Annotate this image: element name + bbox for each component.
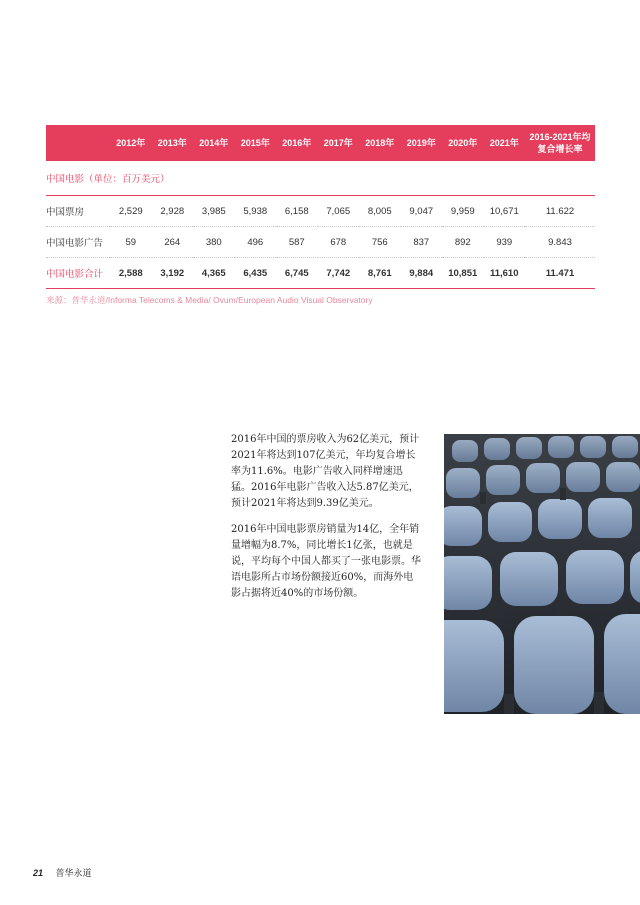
paragraph: 2016年中国的票房收入为62亿美元，预计2021年将达到107亿美元，年均复合增长率为11.6%。电影广告收入同样增速迅猛。2016年电影广告收入达5.87亿美元，预计2021年将达到9.39亿美元。 (231, 434, 420, 509)
cinema-seats-illustration (444, 434, 640, 714)
table-cell: 496 (235, 227, 277, 258)
data-table-container (46, 125, 595, 289)
header-cell: 2021年 (484, 125, 526, 161)
header-cell: 2020年 (442, 125, 484, 161)
cagr-header-line2: 复合增长率 (537, 144, 583, 154)
body-text (231, 432, 421, 612)
page-footer (33, 866, 92, 879)
header-cell-cagr (525, 125, 595, 161)
header-cell: 2012年 (110, 125, 152, 161)
table-cell: 59 (110, 227, 152, 258)
table-cell-cagr: 11.471 (525, 258, 595, 289)
table-cell: 939 (484, 227, 526, 258)
row-label: 中国电影合计 (46, 258, 110, 289)
table-cell-cagr: 9.843 (525, 227, 595, 258)
table-cell: 587 (276, 227, 318, 258)
table-cell: 2,928 (152, 196, 194, 227)
source-note: 来源：普华永道/Informa Telecoms & Media/ Ovum/European Audio Visual Observatory (46, 295, 373, 305)
table-cell: 10,671 (484, 196, 526, 227)
header-cell: 2013年 (152, 125, 194, 161)
cagr-header-line1: 2016-2021年均 (529, 132, 591, 142)
table-cell: 6,745 (276, 258, 318, 289)
row-label: 中国电影广告 (46, 227, 110, 258)
table-cell: 8,761 (359, 258, 401, 289)
table-cell: 6,158 (276, 196, 318, 227)
table-cell: 10,851 (442, 258, 484, 289)
table-cell: 4,365 (193, 258, 235, 289)
table-cell: 8,005 (359, 196, 401, 227)
table-cell: 3,192 (152, 258, 194, 289)
section-row (46, 161, 595, 196)
table-row (46, 227, 595, 258)
table-cell: 7,065 (318, 196, 360, 227)
header-cell: 2018年 (359, 125, 401, 161)
table-header-row (46, 125, 595, 161)
header-cell: 2017年 (318, 125, 360, 161)
data-table (46, 125, 595, 289)
table-cell: 9,959 (442, 196, 484, 227)
paragraph: 2016年中国电影票房销量为14亿，全年销量增幅为8.7%，同比增长1亿张，也就是说，平均每个中国人都买了一张电影票。华语电影所占市场份额接近60%，而海外电影占据将近40%的市场份额。 (231, 524, 421, 599)
table-cell-cagr: 11.622 (525, 196, 595, 227)
table-cell: 7,742 (318, 258, 360, 289)
table-cell: 9,047 (401, 196, 443, 227)
table-cell: 756 (359, 227, 401, 258)
row-label: 中国票房 (46, 196, 110, 227)
cinema-seats-photo (444, 434, 640, 714)
footer-brand: 普华永道 (55, 868, 92, 878)
section-title: 中国电影（单位：百万美元） (46, 161, 595, 196)
table-cell: 11,610 (484, 258, 526, 289)
header-cell (46, 125, 110, 161)
table-cell: 9,884 (401, 258, 443, 289)
header-cell: 2016年 (276, 125, 318, 161)
header-cell: 2014年 (193, 125, 235, 161)
table-cell: 380 (193, 227, 235, 258)
table-cell: 2,588 (110, 258, 152, 289)
table-cell: 264 (152, 227, 194, 258)
table-cell: 6,435 (235, 258, 277, 289)
table-cell: 678 (318, 227, 360, 258)
table-cell: 892 (442, 227, 484, 258)
page-number: 21 (33, 868, 44, 878)
table-cell: 837 (401, 227, 443, 258)
table-row-total (46, 258, 595, 289)
header-cell: 2019年 (401, 125, 443, 161)
header-cell: 2015年 (235, 125, 277, 161)
table-row (46, 196, 595, 227)
table-cell: 3,985 (193, 196, 235, 227)
table-cell: 5,938 (235, 196, 277, 227)
table-cell: 2,529 (110, 196, 152, 227)
